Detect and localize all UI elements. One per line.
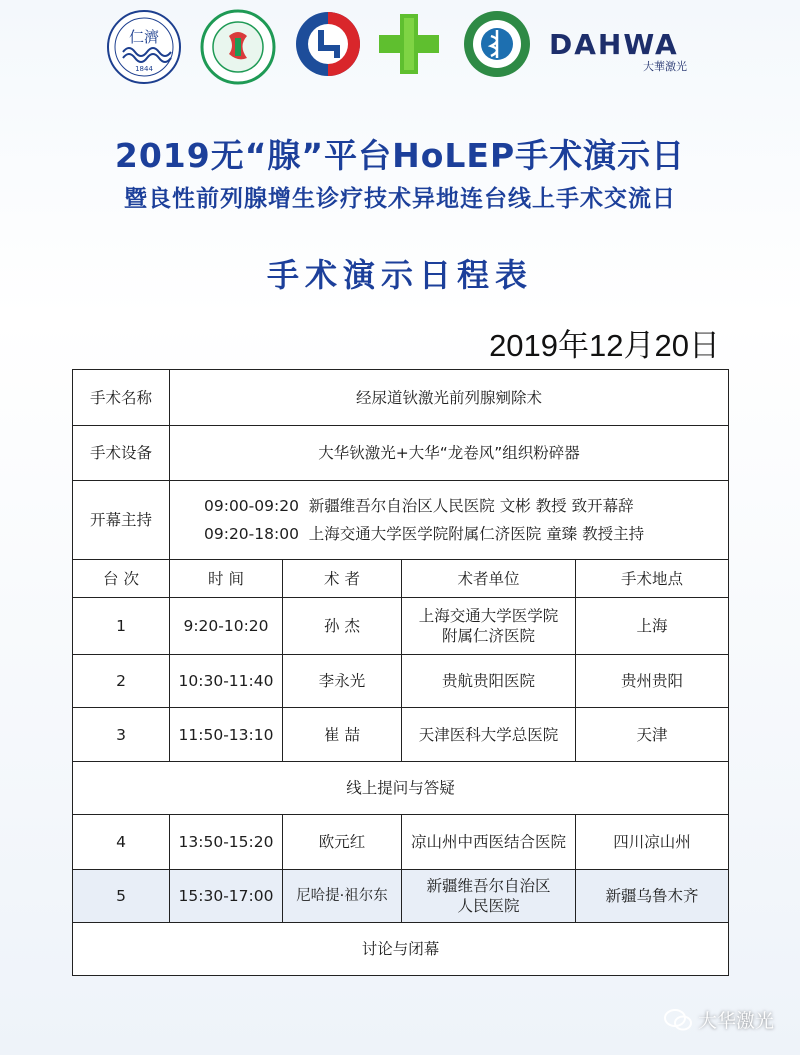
dahua-logo bbox=[547, 26, 697, 78]
surgery-name-value: 经尿道钬激光前列腺剜除术 bbox=[170, 370, 729, 426]
session-number: 1 bbox=[73, 598, 170, 655]
surgeon-name: 孙 杰 bbox=[283, 598, 402, 655]
event-date: 2019年12月20日 bbox=[489, 328, 720, 363]
surgery-place: 四川凉山州 bbox=[576, 815, 729, 870]
xinjiang-hospital-logo bbox=[199, 8, 277, 90]
equipment-value: 大华钬激光+大华“龙卷风”组织粉碎器 bbox=[170, 426, 729, 481]
table-row bbox=[73, 708, 729, 762]
surgeon-name: 尼哈提·祖尔东 bbox=[283, 870, 402, 923]
schedule-title: 手术演示日程表 bbox=[266, 256, 533, 294]
surgeon-unit: 贵航贵阳医院 bbox=[402, 655, 576, 708]
event-title: 2019无“腺”平台HoLEP手术演示日 bbox=[114, 136, 686, 175]
table-row bbox=[73, 598, 729, 655]
dahua-logo-subtext: 大華激光 bbox=[643, 60, 687, 73]
surgery-place: 贵州贵阳 bbox=[576, 655, 729, 708]
surgeon-unit bbox=[402, 598, 576, 655]
renji-hospital-logo bbox=[105, 8, 183, 90]
surgeon-name: 欧元红 bbox=[283, 815, 402, 870]
qa-row bbox=[73, 762, 729, 815]
host-line: 09:00-09:20 新疆维吾尔自治区人民医院 文彬 教授 致开幕辞 bbox=[204, 497, 634, 515]
column-header: 术者单位 bbox=[402, 560, 576, 598]
surgery-place: 天津 bbox=[576, 708, 729, 762]
column-header: 时 间 bbox=[170, 560, 283, 598]
surgeon-name: 崔 喆 bbox=[283, 708, 402, 762]
unit-line: 新疆维吾尔自治区 bbox=[426, 877, 551, 895]
table-row bbox=[73, 655, 729, 708]
surgery-name-row bbox=[73, 370, 729, 426]
table-row bbox=[73, 870, 729, 923]
session-time: 10:30-11:40 bbox=[170, 655, 283, 708]
column-header: 术 者 bbox=[283, 560, 402, 598]
surgery-place: 上海 bbox=[576, 598, 729, 655]
wechat-icon bbox=[664, 1009, 692, 1031]
dahua-logo-text: DAHWA bbox=[549, 28, 679, 61]
surgeon-unit: 凉山州中西医结合医院 bbox=[402, 815, 576, 870]
green-cross-logo bbox=[373, 8, 445, 84]
event-subtitle: 暨良性前列腺增生诊疗技术异地连台线上手术交流日 bbox=[124, 186, 676, 212]
equipment-row bbox=[73, 426, 729, 481]
wechat-watermark bbox=[664, 1006, 774, 1033]
host-row bbox=[73, 481, 729, 560]
surgery-place: 新疆乌鲁木齐 bbox=[576, 870, 729, 923]
session-number: 4 bbox=[73, 815, 170, 870]
green-medical-emblem-logo bbox=[461, 8, 533, 84]
column-header-row bbox=[73, 560, 729, 598]
session-number: 2 bbox=[73, 655, 170, 708]
host-line: 09:20-18:00 上海交通大学医学院附属仁济医院 童臻 教授主持 bbox=[204, 525, 645, 543]
session-number: 3 bbox=[73, 708, 170, 762]
renji-logo-text: 仁濟 bbox=[128, 28, 160, 46]
equipment-label: 手术设备 bbox=[73, 426, 170, 481]
unit-line: 附属仁济医院 bbox=[441, 627, 535, 645]
session-number: 5 bbox=[73, 870, 170, 923]
column-header: 台 次 bbox=[73, 560, 170, 598]
host-value bbox=[170, 481, 729, 560]
watermark-text: 大华激光 bbox=[697, 1010, 774, 1032]
session-time: 15:30-17:00 bbox=[170, 870, 283, 923]
session-time: 13:50-15:20 bbox=[170, 815, 283, 870]
surgery-name-label: 手术名称 bbox=[73, 370, 170, 426]
unit-line: 上海交通大学医学院 bbox=[418, 607, 559, 625]
session-time: 11:50-13:10 bbox=[170, 708, 283, 762]
host-label: 开幕主持 bbox=[73, 481, 170, 560]
column-header: 手术地点 bbox=[576, 560, 729, 598]
closing-label: 讨论与闭幕 bbox=[73, 923, 729, 976]
logo-row bbox=[105, 8, 705, 88]
closing-row bbox=[73, 923, 729, 976]
surgeon-unit bbox=[402, 870, 576, 923]
qa-label: 线上提问与答疑 bbox=[73, 762, 729, 815]
unit-line: 人民医院 bbox=[457, 897, 520, 915]
surgeon-name: 李永光 bbox=[283, 655, 402, 708]
schedule-table bbox=[72, 369, 729, 976]
table-row bbox=[73, 815, 729, 870]
session-time: 9:20-10:20 bbox=[170, 598, 283, 655]
surgeon-unit: 天津医科大学总医院 bbox=[402, 708, 576, 762]
red-blue-circle-logo bbox=[293, 8, 363, 84]
renji-logo-year: 1844 bbox=[135, 65, 153, 73]
